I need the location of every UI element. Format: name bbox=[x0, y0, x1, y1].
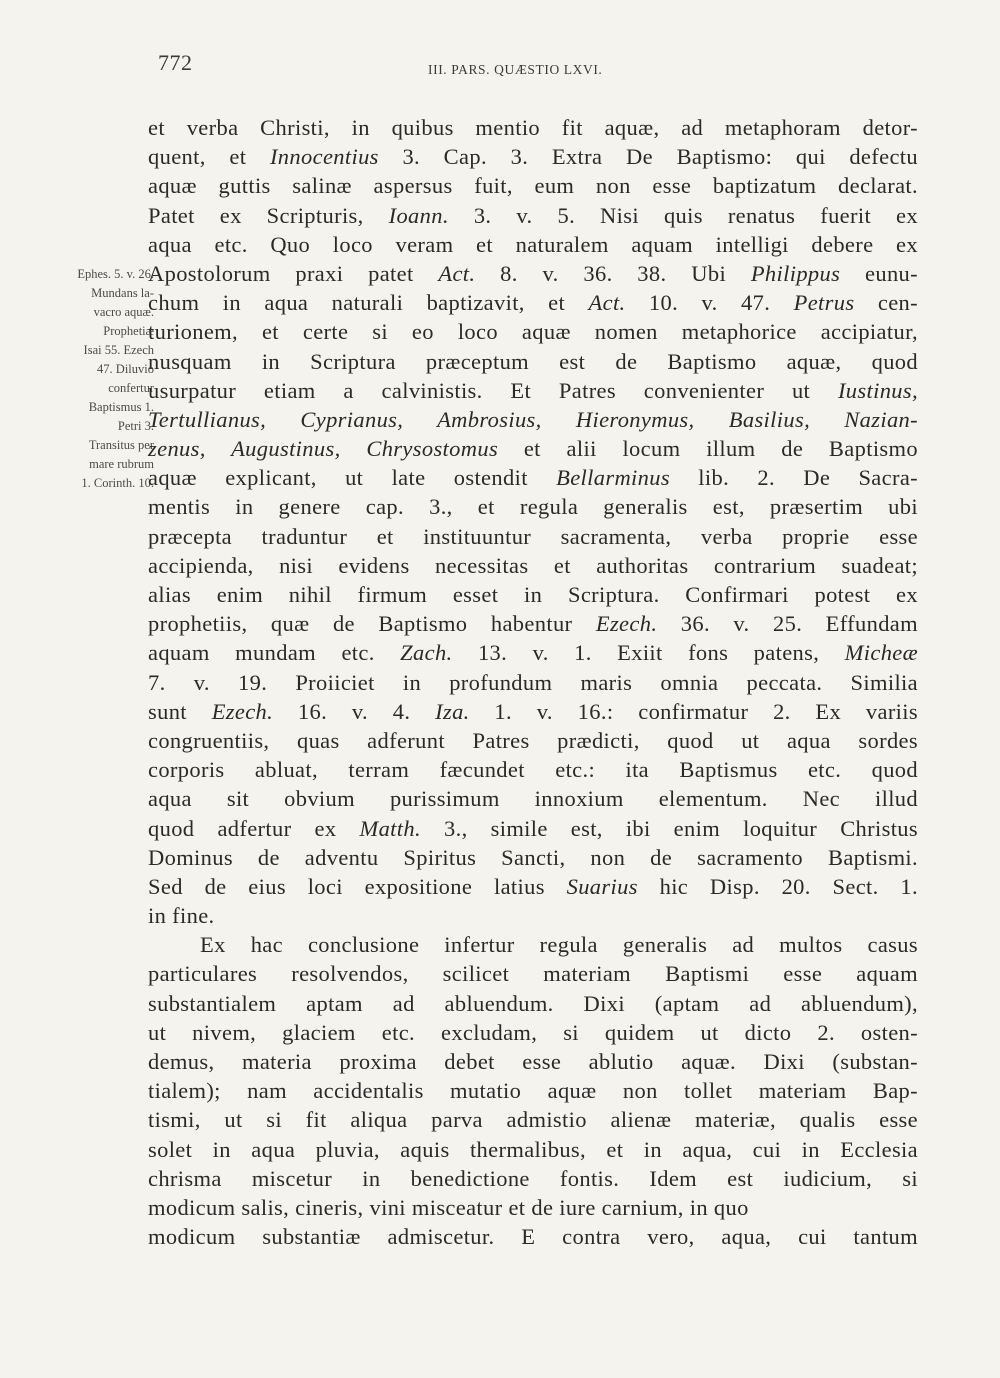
margin-note-line: Baptismus 1. bbox=[88, 400, 154, 414]
text-run: congruentiis, quas adferunt Patres prædicti, quod ut aqua sordes bbox=[148, 727, 918, 753]
text-run: Sed de eius loci expositione latius bbox=[148, 873, 567, 899]
text-line bbox=[148, 522, 918, 551]
text-run: 16. v. 4. bbox=[273, 698, 436, 724]
text-line bbox=[148, 901, 918, 930]
text-line bbox=[148, 142, 918, 171]
text-line bbox=[148, 376, 918, 405]
text-line bbox=[148, 609, 918, 638]
text-line bbox=[148, 347, 918, 376]
italic-citation: zenus, Augustinus, Chrysostomus bbox=[148, 436, 499, 462]
text-run: cen- bbox=[854, 290, 918, 316]
text-line bbox=[148, 755, 918, 784]
text-run: 36. v. 25. Effundam bbox=[657, 611, 918, 637]
text-run: solet in aqua pluvia, aquis thermalibus, et in aqua, cui in Ecclesia bbox=[148, 1136, 918, 1162]
text-line bbox=[148, 843, 918, 872]
text-line bbox=[148, 1135, 918, 1164]
text-run: aqua etc. Quo loco veram et naturalem aquam intelligi debere ex bbox=[148, 231, 918, 257]
text-run: demus, materia proxima debet esse ablutio aquæ. Dixi (substan- bbox=[148, 1049, 918, 1074]
text-run: particulares resolvendos, scilicet materiam Baptismi esse aquam bbox=[148, 961, 918, 987]
text-run: in fine. bbox=[148, 903, 215, 929]
margin-note-line: 47. Diluvio bbox=[97, 362, 154, 376]
text-run: eunu- bbox=[840, 260, 918, 286]
text-run: aquæ guttis salinæ aspersus fuit, eum non esse baptizatum declarat. bbox=[148, 173, 918, 199]
text-run: nusquam in Scriptura præceptum est de Baptismo aquæ, quod bbox=[148, 348, 918, 374]
text-run: Patet ex Scripturis, bbox=[148, 202, 389, 228]
text-line bbox=[148, 259, 918, 288]
text-line bbox=[148, 434, 918, 463]
italic-citation: Iustinus, bbox=[837, 377, 918, 403]
text-run: 3., simile est, ibi enim loquitur Christus bbox=[420, 815, 919, 841]
italic-citation: Zach. bbox=[400, 640, 453, 666]
italic-citation: Bellarminus bbox=[556, 465, 670, 491]
text-run: et alii locum illum de Baptismo bbox=[498, 436, 918, 462]
text-run: accipienda, nisi evidens necessitas et authoritas contrarium suadeat; bbox=[148, 552, 918, 578]
margin-note-line: Ephes. 5. v. 26. bbox=[77, 267, 154, 281]
text-line bbox=[148, 405, 918, 434]
text-run: et verba Christi, in quibus mentio fit aquæ, ad metaphoram detor- bbox=[148, 115, 918, 140]
text-line bbox=[148, 872, 918, 901]
text-line bbox=[148, 551, 918, 580]
text-run: mentis in genere cap. 3., et regula generalis est, præsertim ubi bbox=[148, 494, 918, 520]
text-line bbox=[148, 580, 918, 609]
text-run: Ex hac conclusione infertur regula generalis ad multos casus bbox=[200, 932, 918, 958]
margin-note-line: Petri 3. bbox=[117, 419, 154, 433]
text-run: aqua sit obvium purissimum innoxium elementum. Nec illud bbox=[148, 786, 918, 812]
italic-citation: Iza. bbox=[435, 698, 470, 724]
italic-citation: Ezech. bbox=[595, 611, 658, 637]
text-run: ut nivem, glaciem etc. excludam, si quidem ut dicto 2. osten- bbox=[148, 1019, 918, 1045]
text-run: modicum substantiæ admiscetur. E contra vero, aqua, cui tantum bbox=[148, 1224, 918, 1250]
text-line bbox=[148, 697, 918, 726]
italic-citation: Act. bbox=[438, 260, 476, 286]
text-run: 1. v. 16.: confirmatur 2. Ex variis bbox=[469, 698, 918, 724]
text-run: modicum salis, cineris, vini misceatur et de iure carnium, in quo bbox=[148, 1194, 749, 1220]
text-line bbox=[148, 201, 918, 230]
margin-note-line: confertur bbox=[108, 381, 154, 395]
text-run: 10. v. 47. bbox=[625, 290, 794, 316]
text-run: præcepta traduntur et instituuntur sacramenta, verba proprie esse bbox=[148, 523, 918, 549]
italic-citation: Suarius bbox=[566, 873, 638, 899]
text-line bbox=[148, 959, 918, 988]
text-run: chrisma miscetur in benedictione fontis. Idem est iudicium, si bbox=[148, 1165, 918, 1191]
text-line bbox=[148, 1076, 918, 1105]
italic-citation: Micheæ bbox=[844, 640, 918, 666]
text-line bbox=[148, 784, 918, 813]
text-line bbox=[148, 1193, 918, 1222]
page-number: 772 bbox=[158, 50, 193, 75]
text-run: hic Disp. 20. Sect. 1. bbox=[637, 873, 918, 899]
text-run: sunt bbox=[148, 698, 212, 724]
italic-citation: Philippus bbox=[750, 260, 841, 286]
text-run: chum in aqua naturali baptizavit, et bbox=[148, 290, 589, 316]
text-run: substantialem aptam ad abluendum. Dixi (aptam ad abluendum), bbox=[148, 990, 918, 1016]
text-line bbox=[148, 638, 918, 667]
text-run: 7. v. 19. Proiiciet in profundum maris omnia peccata. Similia bbox=[148, 669, 918, 695]
text-line bbox=[148, 930, 918, 959]
text-line bbox=[148, 1018, 918, 1047]
italic-citation: Act. bbox=[588, 290, 626, 316]
text-run: usurpatur etiam a calvinistis. Et Patres convenienter ut bbox=[148, 377, 838, 403]
text-run: lib. 2. De Sacra- bbox=[669, 465, 919, 491]
text-line bbox=[148, 989, 918, 1018]
text-line bbox=[148, 317, 918, 346]
text-run: quent, et bbox=[148, 144, 270, 170]
text-line bbox=[148, 171, 918, 200]
text-run: 3. v. 5. Nisi quis renatus fuerit ex bbox=[448, 202, 918, 228]
margin-note-line: 1. Corinth. 10. bbox=[81, 476, 154, 490]
text-line bbox=[148, 668, 918, 697]
text-line bbox=[148, 1164, 918, 1193]
italic-citation: Ezech. bbox=[211, 698, 274, 724]
italic-citation: Innocentius bbox=[269, 144, 379, 170]
text-run: 13. v. 1. Exiit fons patens, bbox=[452, 640, 845, 666]
body-text bbox=[148, 113, 918, 1251]
text-line bbox=[148, 463, 918, 492]
text-run: Dominus de adventu Spiritus Sancti, non de sacramento Baptismi. bbox=[148, 844, 918, 870]
text-run: tismi, ut si fit aliqua parva admistio alienæ materiæ, qualis esse bbox=[148, 1107, 918, 1133]
text-run: turionem, et certe si eo loco aquæ nomen metaphorice accipiatur, bbox=[148, 319, 918, 345]
text-run: 3. Cap. 3. Extra De Baptismo: qui defectu bbox=[378, 144, 918, 170]
italic-citation: Petrus bbox=[793, 290, 855, 316]
margin-note-line: Transitus per bbox=[88, 438, 154, 452]
text-run: aquæ explicant, ut late ostendit bbox=[148, 465, 557, 491]
text-run: tialem); nam accidentalis mutatio aquæ non tollet materiam Bap- bbox=[148, 1078, 918, 1104]
text-run: quod adfertur ex bbox=[148, 815, 360, 841]
margin-note-line: Isai 55. Ezech bbox=[83, 343, 154, 357]
text-run: 8. v. 36. 38. Ubi bbox=[475, 260, 751, 286]
italic-citation: Ioann. bbox=[388, 202, 449, 228]
text-line bbox=[148, 1105, 918, 1134]
margin-note-line: Prophetiæ bbox=[103, 324, 154, 338]
text-line bbox=[148, 1047, 918, 1076]
text-line bbox=[148, 113, 918, 142]
margin-note-line: vacro aquæ. bbox=[93, 305, 154, 319]
text-line bbox=[148, 288, 918, 317]
text-run: aquam mundam etc. bbox=[148, 640, 401, 666]
margin-note-line: mare rubrum bbox=[89, 457, 154, 471]
text-line bbox=[148, 726, 918, 755]
text-line bbox=[148, 230, 918, 259]
margin-notes bbox=[34, 265, 154, 493]
running-head: III. PARS. QUÆSTIO LXVI. bbox=[428, 62, 603, 77]
text-run: prophetiis, quæ de Baptismo habentur bbox=[148, 611, 596, 637]
text-line bbox=[148, 492, 918, 521]
text-run: alias enim nihil firmum esset in Scriptura. Confirmari potest ex bbox=[148, 582, 918, 607]
text-line bbox=[148, 814, 918, 843]
text-line bbox=[148, 1222, 918, 1251]
text-run: Apostolorum praxi patet bbox=[148, 260, 439, 286]
italic-citation: Tertullianus, Cyprianus, Ambrosius, Hieronymus, Basilius, Nazian- bbox=[148, 406, 918, 432]
margin-note-line: Mundans la- bbox=[91, 286, 154, 300]
text-run: corporis abluat, terram fæcundet etc.: ita Baptismus etc. quod bbox=[148, 757, 918, 783]
italic-citation: Matth. bbox=[359, 815, 421, 841]
